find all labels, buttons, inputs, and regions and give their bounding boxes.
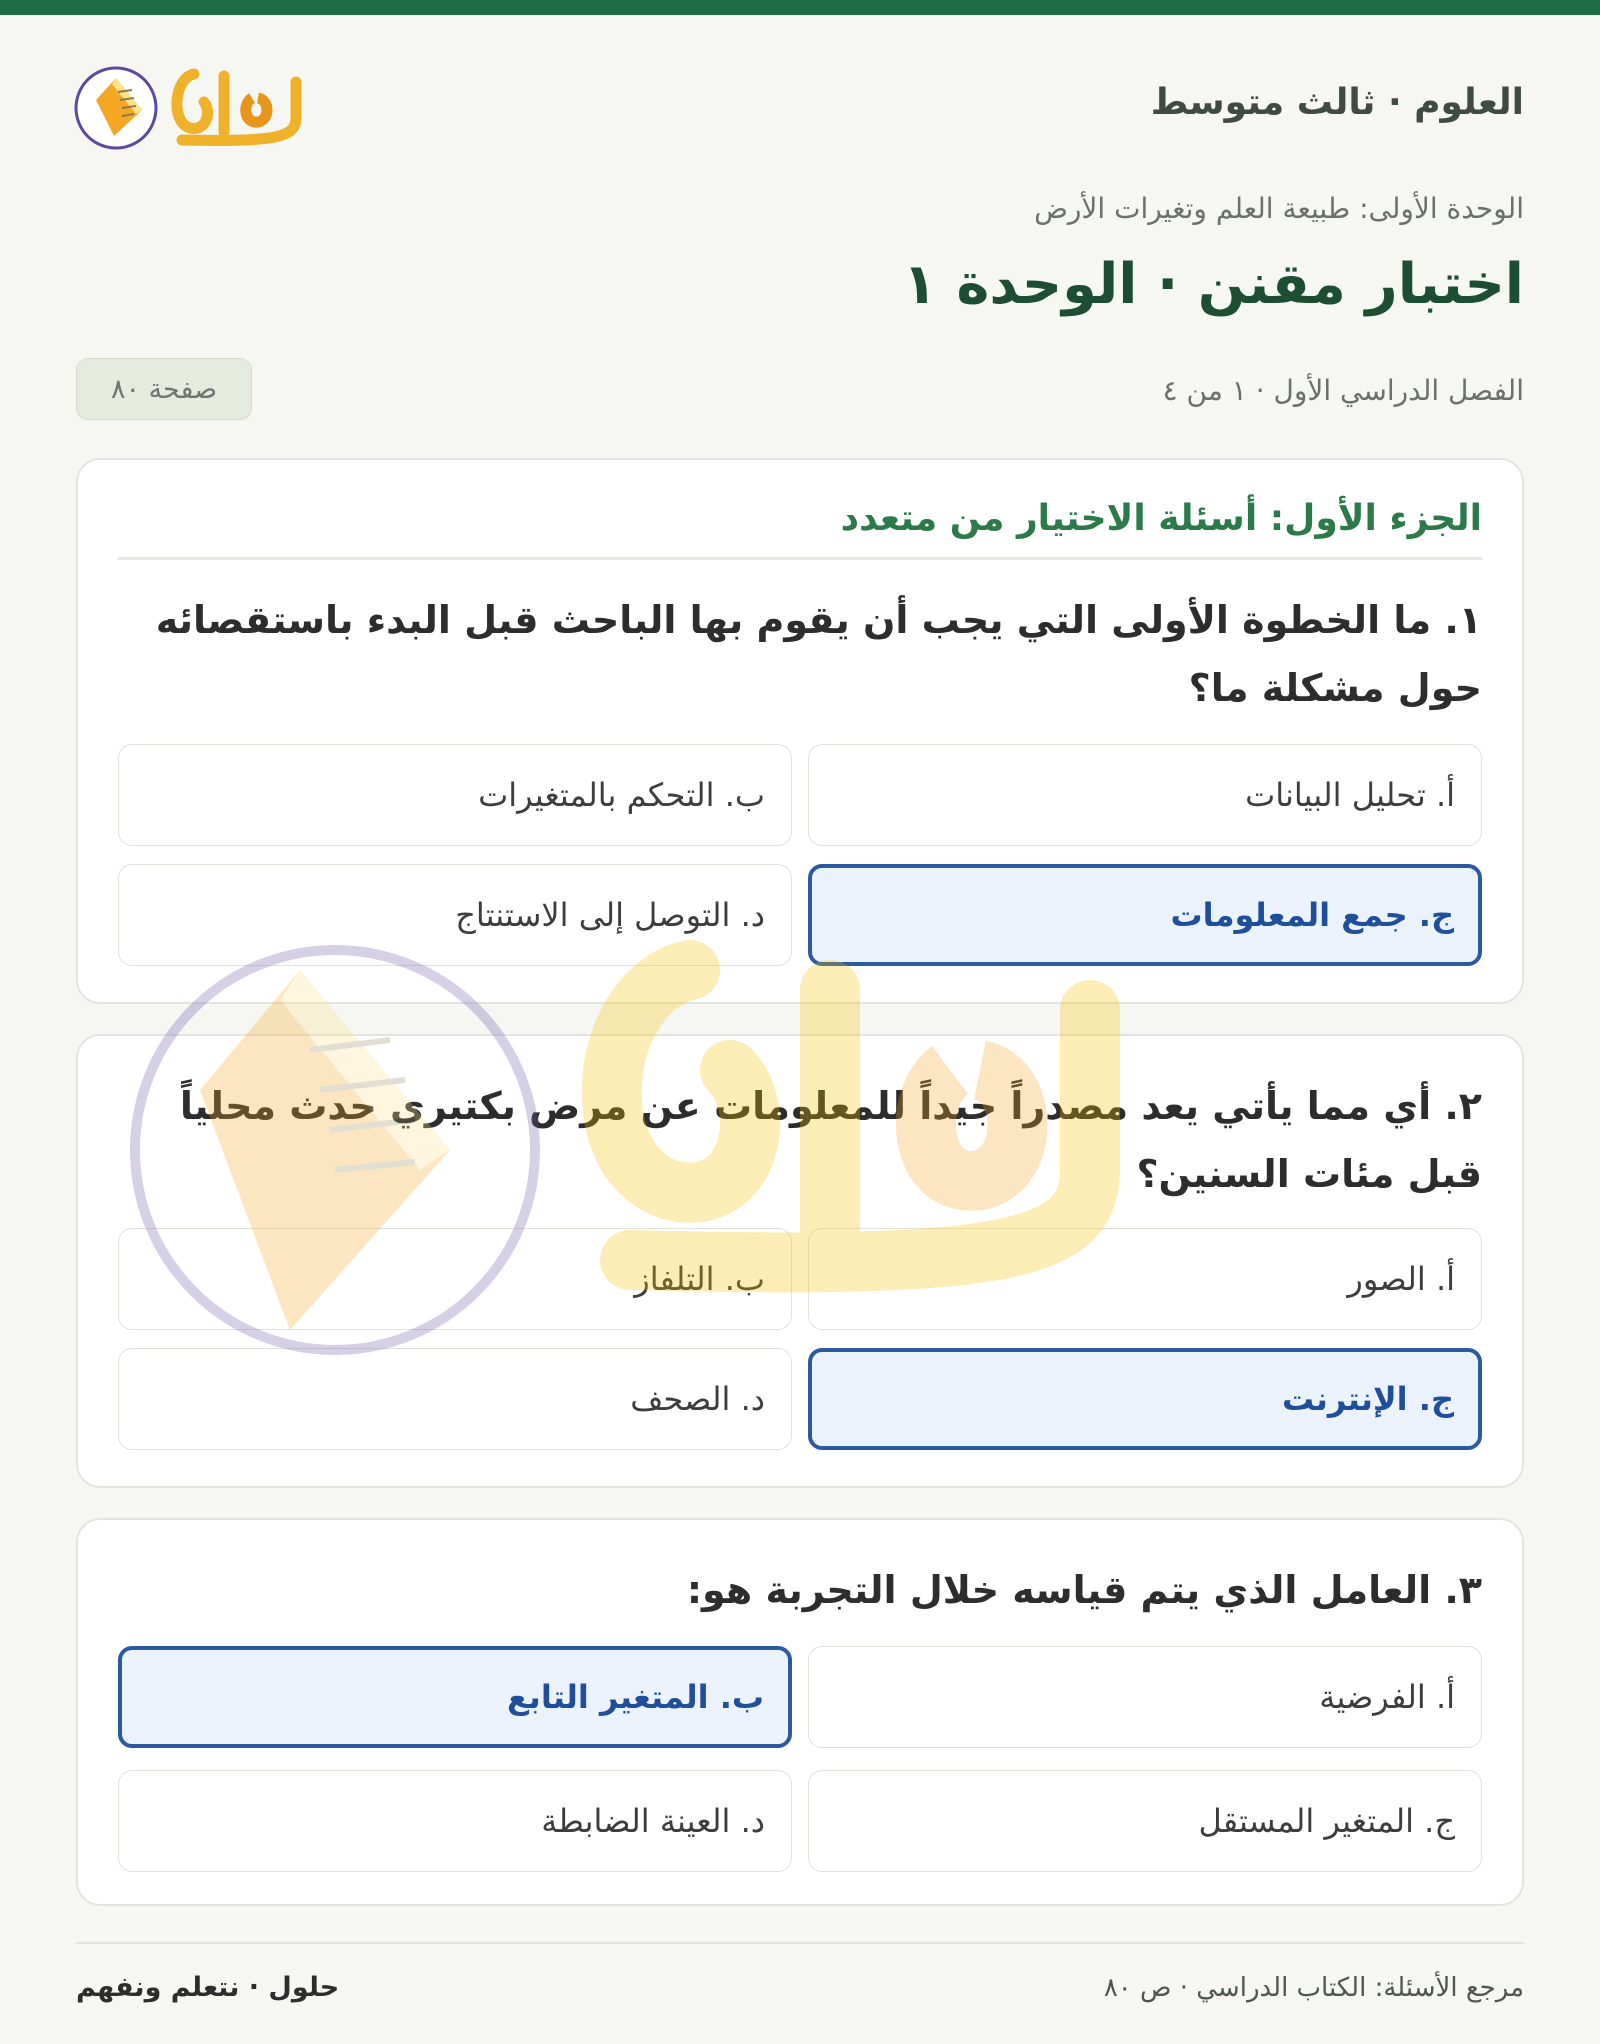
footer-divider	[76, 1942, 1524, 1944]
question-text-3: ٣. العامل الذي يتم قياسه خلال التجربة هو:	[686, 1568, 1482, 1612]
question-text-1: ١. ما الخطوة الأولى التي يجب أن يقوم بها الباحث قبل البدء باستقصائه حول مشكلة ما؟	[155, 598, 1482, 710]
option-1-a[interactable]: أ. تحليل البيانات	[808, 744, 1482, 846]
question-card-2	[76, 1034, 1524, 1488]
option-3-b-selected[interactable]: ب. المتغير التابع	[118, 1646, 792, 1748]
footer-brand: حلول · نتعلم ونفهم	[76, 1972, 340, 2003]
term-info: الفصل الدراسي الأول · ١ من ٤	[1162, 374, 1524, 407]
top-accent-bar	[0, 0, 1600, 15]
option-3-d[interactable]: د. العينة الضابطة	[118, 1770, 792, 1872]
option-1-b[interactable]: ب. التحكم بالمتغيرات	[118, 744, 792, 846]
option-2-d[interactable]: د. الصحف	[118, 1348, 792, 1450]
option-3-c[interactable]: ج. المتغير المستقل	[808, 1770, 1482, 1872]
part-title: الجزء الأول: أسئلة الاختيار من متعدد	[118, 498, 1482, 560]
question-text-2: ٢. أي مما يأتي يعد مصدراً جيداً للمعلومات عن مرض بكتيري حدث محلياً قبل مئات السنين؟	[179, 1084, 1482, 1196]
page-title: اختبار مقنن · الوحدة ١	[902, 252, 1524, 317]
header	[74, 52, 1524, 164]
unit-subtitle: الوحدة الأولى: طبيعة العلم وتغيرات الأرض	[1034, 192, 1524, 225]
option-2-a[interactable]: أ. الصور	[808, 1228, 1482, 1330]
question-card-1	[76, 458, 1524, 1004]
hulul-logo	[74, 52, 334, 164]
option-1-d[interactable]: د. التوصل إلى الاستنتاج	[118, 864, 792, 966]
option-2-c-selected[interactable]: ج. الإنترنت	[808, 1348, 1482, 1450]
page-number-badge: صفحة ٨٠	[76, 358, 252, 420]
option-1-c-selected[interactable]: ج. جمع المعلومات	[808, 864, 1482, 966]
question-card-3	[76, 1518, 1524, 1906]
option-3-a[interactable]: أ. الفرضية	[808, 1646, 1482, 1748]
footer-reference: مرجع الأسئلة: الكتاب الدراسي · ص ٨٠	[1103, 1973, 1524, 2003]
subject-title: العلوم · ثالث متوسط	[1150, 82, 1524, 123]
option-2-b[interactable]: ب. التلفاز	[118, 1228, 792, 1330]
